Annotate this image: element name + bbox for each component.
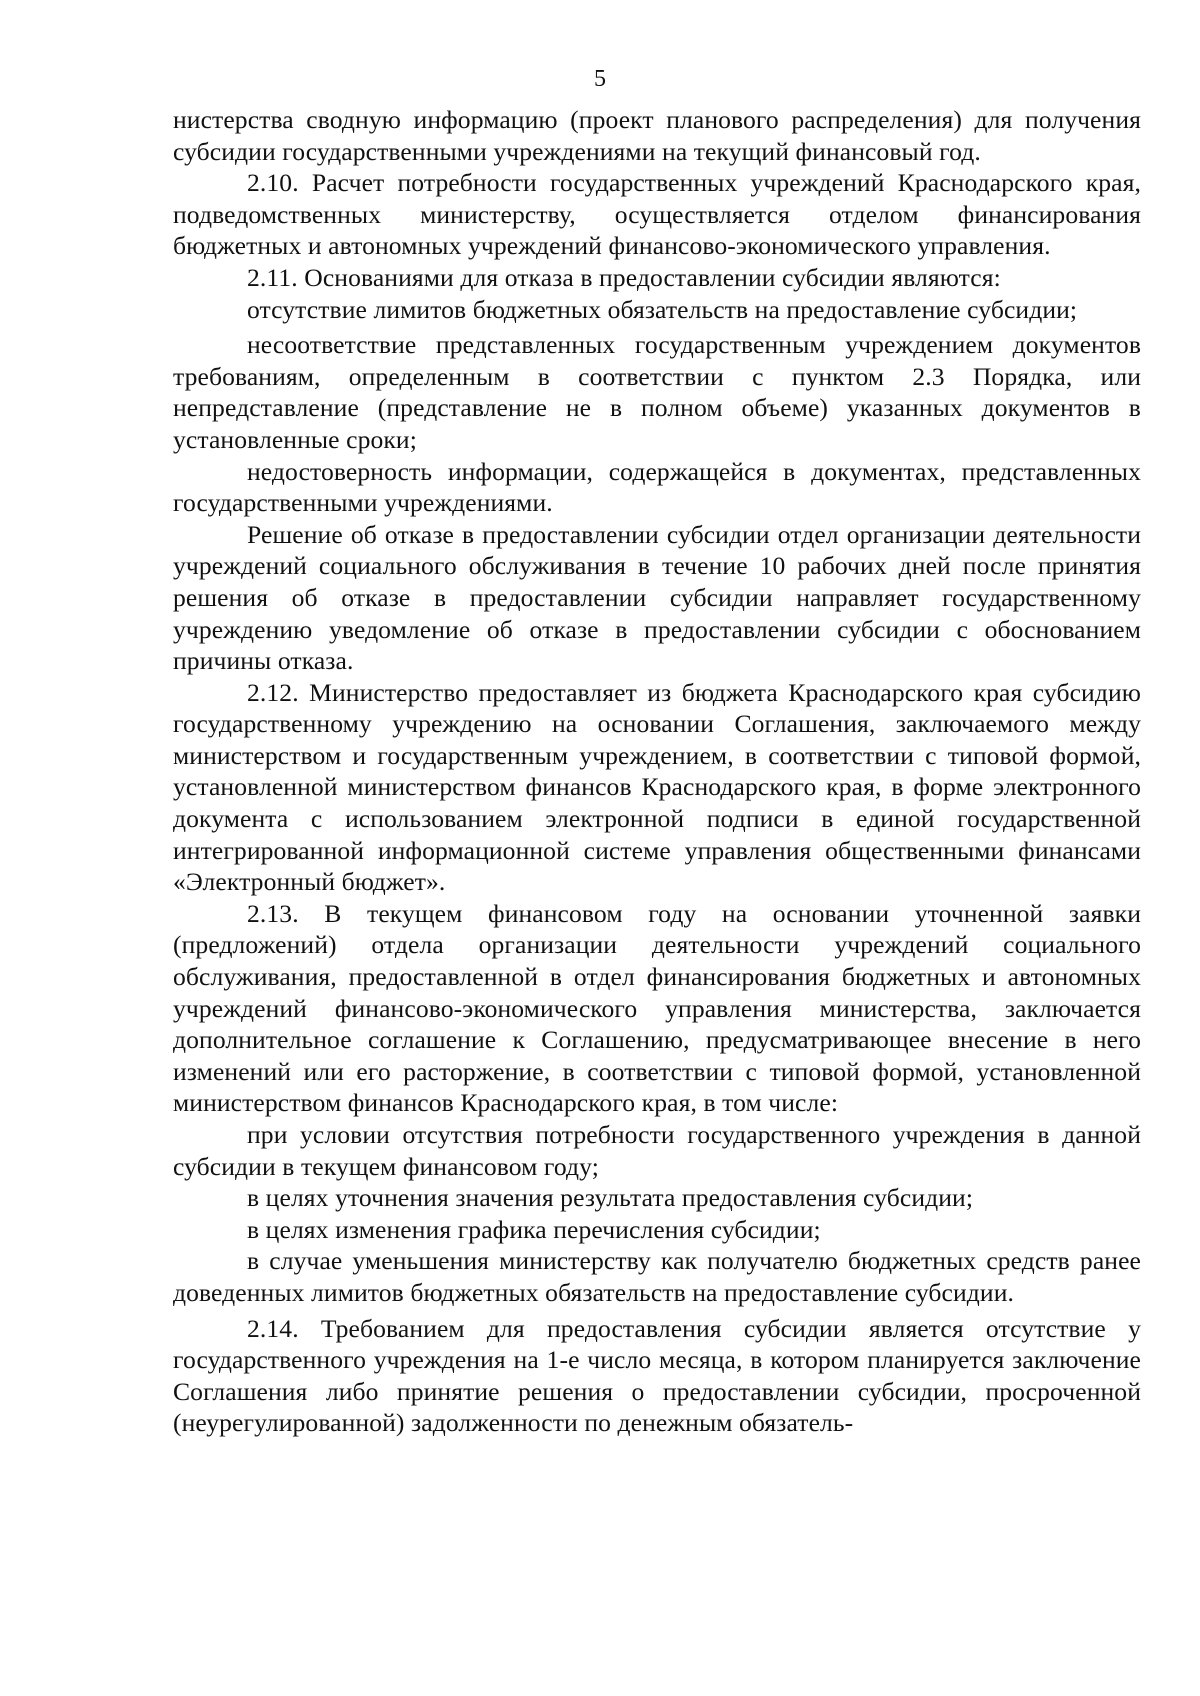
paragraph-2-14: 2.14. Требованием для предоставления субсидии является отсутствие у государственного учреждения на 1-е число месяца, в котором планируется заключение Соглашения либо принятие решения о предоставлении субсидии, просроченной (неурегулированной) задолженности по денежным обязатель-	[173, 1313, 1141, 1438]
paragraph-case-1: при условии отсутствия потребности государственного учреждения в данной субсидии в текущем финансовом году;	[173, 1120, 1141, 1181]
paragraph-2-13: 2.13. В текущем финансовом году на основании уточненной заявки (предложений) отдела организации деятельности учреждений социального обслуживания, предоставленной в отдел финансирования бюджетных и автономных учреждений финансово-экономического управления министерства, заключается дополнительное соглашение к Соглашению, предусматривающее внесение в него изменений или его расторжение, в соответствии с типовой формой, установленной министерством финансов Краснодарского края, в том числе:	[173, 898, 1141, 1118]
paragraph-case-4: в случае уменьшения министерству как получателю бюджетных средств ранее доведенных лимитов бюджетных обязательств на предоставление субсидии.	[173, 1246, 1141, 1307]
paragraph-2-12: 2.12. Министерство предоставляет из бюджета Краснодарского края субсидию государственному учреждению на основании Соглашения, заключаемого между министерством и государственным учреждением, в соответствии с типовой формой, установленной министерством финансов Краснодарского края, в форме электронного документа с использованием электронной подписи в единой государственной интегрированной информационной системе управления общественными финансами «Электронный бюджет».	[173, 677, 1141, 897]
document-body	[173, 104, 1141, 1439]
paragraph-case-3: в целях изменения графика перечисления субсидии;	[247, 1214, 821, 1244]
page-number: 5	[594, 66, 606, 92]
paragraph-continuation: нистерства сводную информацию (проект планового распределения) для получения субсидии государственными учреждениями на текущий финансовый год.	[173, 105, 1141, 166]
paragraph-refusal-ground-1: отсутствие лимитов бюджетных обязательств на предоставление субсидии;	[247, 294, 1078, 324]
paragraph-refusal-ground-2: несоответствие представленных государственным учреждением документов требованиям, определенным в соответствии с пунктом 2.3 Порядка, или непредставление (представление не в полном объеме) указанных документов в установленные сроки;	[173, 330, 1141, 454]
paragraph-2-10: 2.10. Расчет потребности государственных учреждений Краснодарского края, подведомственных министерству, осуществляется отделом финансирования бюджетных и автономных учреждений финансово-экономического управления.	[173, 168, 1141, 261]
paragraph-refusal-decision: Решение об отказе в предоставлении субсидии отдел организации деятельности учреждений социального обслуживания в течение 10 рабочих дней после принятия решения об отказе в предоставлении субсидии направляет государственному учреждению уведомление об отказе в предоставлении субсидии с обоснованием причины отказа.	[173, 519, 1141, 676]
paragraph-case-2: в целях уточнения значения результата предоставления субсидии;	[247, 1183, 974, 1213]
paragraph-2-11: 2.11. Основаниями для отказа в предоставлении субсидии являются:	[247, 262, 1001, 292]
paragraph-refusal-ground-3: недостоверность информации, содержащейся в документах, представленных государственными учреждениями.	[173, 456, 1141, 518]
